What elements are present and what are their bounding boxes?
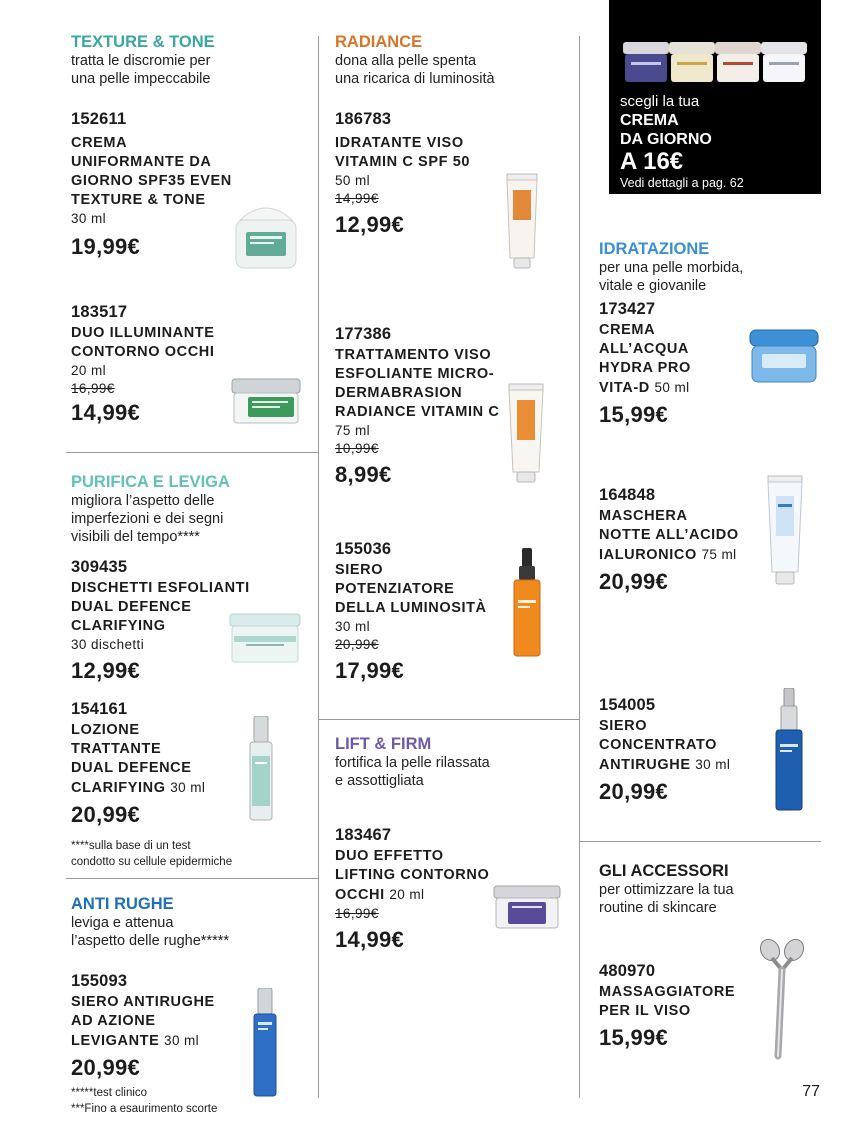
- promo-text: [620, 93, 744, 191]
- section-title: GLI ACCESSORI: [599, 862, 729, 880]
- product-name: CREMA: [71, 135, 128, 151]
- microdermabrasion-tube-image: [505, 382, 547, 484]
- product-name: TRATTANTE: [71, 741, 162, 757]
- section-subtitle: una ricarica di luminosità: [335, 71, 495, 87]
- day-cream-jars-image: [619, 34, 815, 86]
- radiance-serum-bottle-image: [510, 548, 544, 658]
- divider-purifica: [66, 452, 318, 453]
- product-code: 173427: [599, 300, 656, 318]
- product-quantity: 20 ml: [389, 887, 425, 902]
- product-quantity: 30 ml: [335, 619, 371, 634]
- section-accessori: [599, 862, 821, 917]
- product-code: 154161: [71, 700, 128, 718]
- product-155093: [71, 972, 271, 1081]
- product-name: CREMA: [599, 322, 656, 338]
- section-idratazione: [599, 240, 821, 295]
- product-name: DUO ILLUMINANTE: [71, 325, 215, 341]
- product-old-price: 20,99€: [335, 637, 379, 652]
- section-title: IDRATAZIONE: [599, 240, 710, 258]
- product-name: ESFOLIANTE MICRO-: [335, 366, 495, 382]
- product-code: 177386: [335, 325, 392, 343]
- product-old-price: 16,99€: [335, 906, 379, 921]
- product-quantity: 30 ml: [170, 780, 206, 795]
- product-name: DELLA LUMINOSITÀ: [335, 600, 487, 616]
- product-name: PER IL VISO: [599, 1003, 691, 1019]
- section-radiance: [335, 33, 575, 88]
- product-name: UNIFORMANTE DA: [71, 154, 212, 170]
- product-price: 14,99€: [335, 927, 405, 952]
- product-name: SIERO ANTIRUGHE: [71, 994, 215, 1010]
- product-price: 20,99€: [71, 802, 141, 827]
- product-name: DUAL DEFENCE: [71, 760, 192, 776]
- section-subtitle: per una pelle morbida,: [599, 260, 744, 276]
- product-name: [71, 778, 271, 798]
- product-price: 8,99€: [335, 462, 392, 487]
- product-price: 15,99€: [599, 1025, 669, 1050]
- divider-lift-firm: [318, 719, 579, 720]
- product-name: IDRATANTE VISO: [335, 135, 464, 151]
- section-subtitle: migliora l’aspetto delle: [71, 493, 215, 509]
- product-154005: [599, 696, 759, 805]
- product-price: 14,99€: [71, 400, 141, 425]
- promo-price: A 16€: [620, 148, 684, 175]
- product-name: CONCENTRATO: [599, 737, 718, 753]
- section-lift-firm: [335, 735, 575, 790]
- section-subtitle: e assottigliata: [335, 773, 424, 789]
- product-quantity: 30 ml: [71, 211, 107, 226]
- product-price: 19,99€: [71, 234, 141, 259]
- product-code: 186783: [335, 110, 392, 128]
- anti-wrinkle-serum-bottle-image: [250, 988, 280, 1098]
- product-code: 309435: [71, 558, 128, 576]
- product-name: TEXTURE & TONE: [71, 192, 206, 208]
- section-subtitle: vitale e giovanile: [599, 278, 707, 294]
- section-anti-rughe: [71, 895, 318, 950]
- section-title: RADIANCE: [335, 33, 423, 51]
- product-154161: [71, 700, 271, 828]
- product-name: [71, 1031, 271, 1051]
- product-name-text: IALURONICO: [599, 547, 697, 563]
- product-name-text: LEVIGANTE: [71, 1033, 160, 1049]
- product-name: GIORNO SPF35 EVEN: [71, 173, 232, 189]
- footnote: *****test clinico: [71, 1087, 148, 1099]
- product-name: ALL’ACQUA: [599, 341, 689, 357]
- product-price: 20,99€: [71, 1055, 141, 1080]
- section-purifica-leviga: [71, 473, 318, 546]
- column-divider-right: [579, 36, 580, 1098]
- hyaluronic-night-mask-tube-image: [764, 474, 806, 588]
- page-number: 77: [802, 1083, 820, 1100]
- promo-line: CREMA: [620, 112, 679, 129]
- section-title: ANTI RUGHE: [71, 895, 174, 913]
- product-name-text: OCCHI: [335, 887, 385, 903]
- product-173427: [599, 300, 759, 428]
- product-name: DUO EFFETTO: [335, 848, 444, 864]
- product-name: AD AZIONE: [71, 1013, 156, 1029]
- product-name: [335, 885, 515, 905]
- product-name: DISCHETTI ESFOLIANTI: [71, 580, 250, 596]
- section-title: PURIFICA E LEVIGA: [71, 473, 230, 491]
- lifting-eye-cream-jar-image: [492, 884, 562, 930]
- product-quantity: 75 ml: [701, 547, 737, 562]
- product-name-text: CLARIFYING: [71, 780, 166, 796]
- section-subtitle: tratta le discromie per: [71, 53, 211, 69]
- product-old-price: 10,99€: [335, 441, 379, 456]
- product-quantity: 75 ml: [335, 423, 371, 438]
- section-subtitle: visibili del tempo****: [71, 529, 200, 545]
- product-name: [599, 755, 759, 775]
- vitamin-c-moisturizer-tube-image: [504, 172, 540, 270]
- product-name: CLARIFYING: [71, 618, 166, 634]
- product-name: VITAMIN C SPF 50: [335, 154, 471, 170]
- footnote-anti-rughe: [71, 1085, 318, 1117]
- concentrated-serum-bottle-image: [772, 688, 806, 812]
- section-subtitle: imperfezioni e dei segni: [71, 511, 224, 527]
- section-title: LIFT & FIRM: [335, 735, 432, 753]
- product-name: [599, 378, 759, 398]
- product-quantity: 50 ml: [335, 173, 371, 188]
- duo-eye-cream-jar-image: [230, 377, 302, 425]
- section-subtitle: l’aspetto delle rughe*****: [71, 933, 229, 949]
- product-name: NOTTE ALL’ACIDO: [599, 527, 739, 543]
- product-name: LIFTING CONTORNO: [335, 867, 490, 883]
- clarifying-lotion-bottle-image: [246, 716, 276, 822]
- product-name: SIERO: [335, 562, 384, 578]
- product-name: HYDRA PRO: [599, 360, 691, 376]
- product-code: 183467: [335, 826, 392, 844]
- section-subtitle: leviga e attenua: [71, 915, 174, 931]
- product-code: 183517: [71, 303, 128, 321]
- footnote: ***Fino a esaurimento scorte: [71, 1103, 218, 1115]
- product-quantity: 30 ml: [695, 757, 731, 772]
- divider-accessori: [579, 841, 821, 842]
- product-155036: [335, 540, 515, 684]
- promo-line: scegli la tua: [620, 93, 700, 110]
- exfoliating-pads-jar-image: [228, 612, 302, 664]
- product-name: RADIANCE VITAMIN C: [335, 404, 500, 420]
- product-name: MASSAGGIATORE: [599, 984, 736, 1000]
- product-price: 12,99€: [335, 212, 405, 237]
- product-code: 164848: [599, 486, 656, 504]
- product-name-text: VITA-D: [599, 380, 650, 396]
- product-quantity: 30 dischetti: [71, 637, 145, 652]
- product-name: DUAL DEFENCE: [71, 599, 192, 615]
- product-code: 155036: [335, 540, 392, 558]
- promo-page-reference: Vedi dettagli a pag. 62: [620, 176, 744, 190]
- product-name: POTENZIATORE: [335, 581, 455, 597]
- product-quantity: 50 ml: [654, 380, 690, 395]
- section-subtitle: routine di skincare: [599, 900, 717, 916]
- product-price: 20,99€: [599, 779, 669, 804]
- product-price: 20,99€: [599, 569, 669, 594]
- even-tone-cream-jar-image: [228, 202, 304, 272]
- product-code: 480970: [599, 962, 656, 980]
- product-name: [599, 545, 759, 565]
- product-name-text: ANTIRUGHE: [599, 757, 691, 773]
- footnote-purifica: [71, 838, 318, 870]
- product-old-price: 16,99€: [71, 381, 115, 396]
- product-quantity: 30 ml: [164, 1033, 200, 1048]
- product-name: CONTORNO OCCHI: [71, 344, 215, 360]
- product-name: DERMABRASION: [335, 385, 463, 401]
- section-subtitle: per ottimizzare la tua: [599, 882, 734, 898]
- product-name: MASCHERA: [599, 508, 688, 524]
- product-code: 155093: [71, 972, 128, 990]
- hydra-pro-cream-jar-image: [748, 326, 820, 386]
- product-price: 17,99€: [335, 658, 405, 683]
- section-title: TEXTURE & TONE: [71, 33, 215, 51]
- section-texture-tone: [71, 33, 318, 88]
- divider-anti-rughe: [66, 878, 318, 879]
- product-name: LOZIONE: [71, 722, 140, 738]
- promo-line: DA GIORNO: [620, 131, 712, 148]
- promo-day-cream-banner[interactable]: [609, 0, 821, 194]
- product-price: 15,99€: [599, 402, 669, 427]
- product-price: 12,99€: [71, 658, 141, 683]
- product-quantity: 20 ml: [71, 363, 107, 378]
- face-massager-roller-image: [756, 936, 808, 1060]
- product-480970: [599, 962, 759, 1051]
- product-183467: [335, 826, 515, 953]
- product-name: SIERO: [599, 718, 648, 734]
- product-164848: [599, 486, 759, 595]
- section-subtitle: fortifica la pelle rilassata: [335, 755, 490, 771]
- product-177386: [335, 325, 515, 488]
- footnote: ****sulla base di un test: [71, 840, 191, 852]
- footnote: condotto su cellule epidermiche: [71, 856, 233, 868]
- product-old-price: 14,99€: [335, 191, 379, 206]
- product-name: TRATTAMENTO VISO: [335, 347, 492, 363]
- product-code: 152611: [71, 110, 127, 128]
- column-divider-left: [318, 36, 319, 1098]
- section-subtitle: una pelle impeccabile: [71, 71, 211, 87]
- section-subtitle: dona alla pelle spenta: [335, 53, 477, 69]
- product-code: 154005: [599, 696, 656, 714]
